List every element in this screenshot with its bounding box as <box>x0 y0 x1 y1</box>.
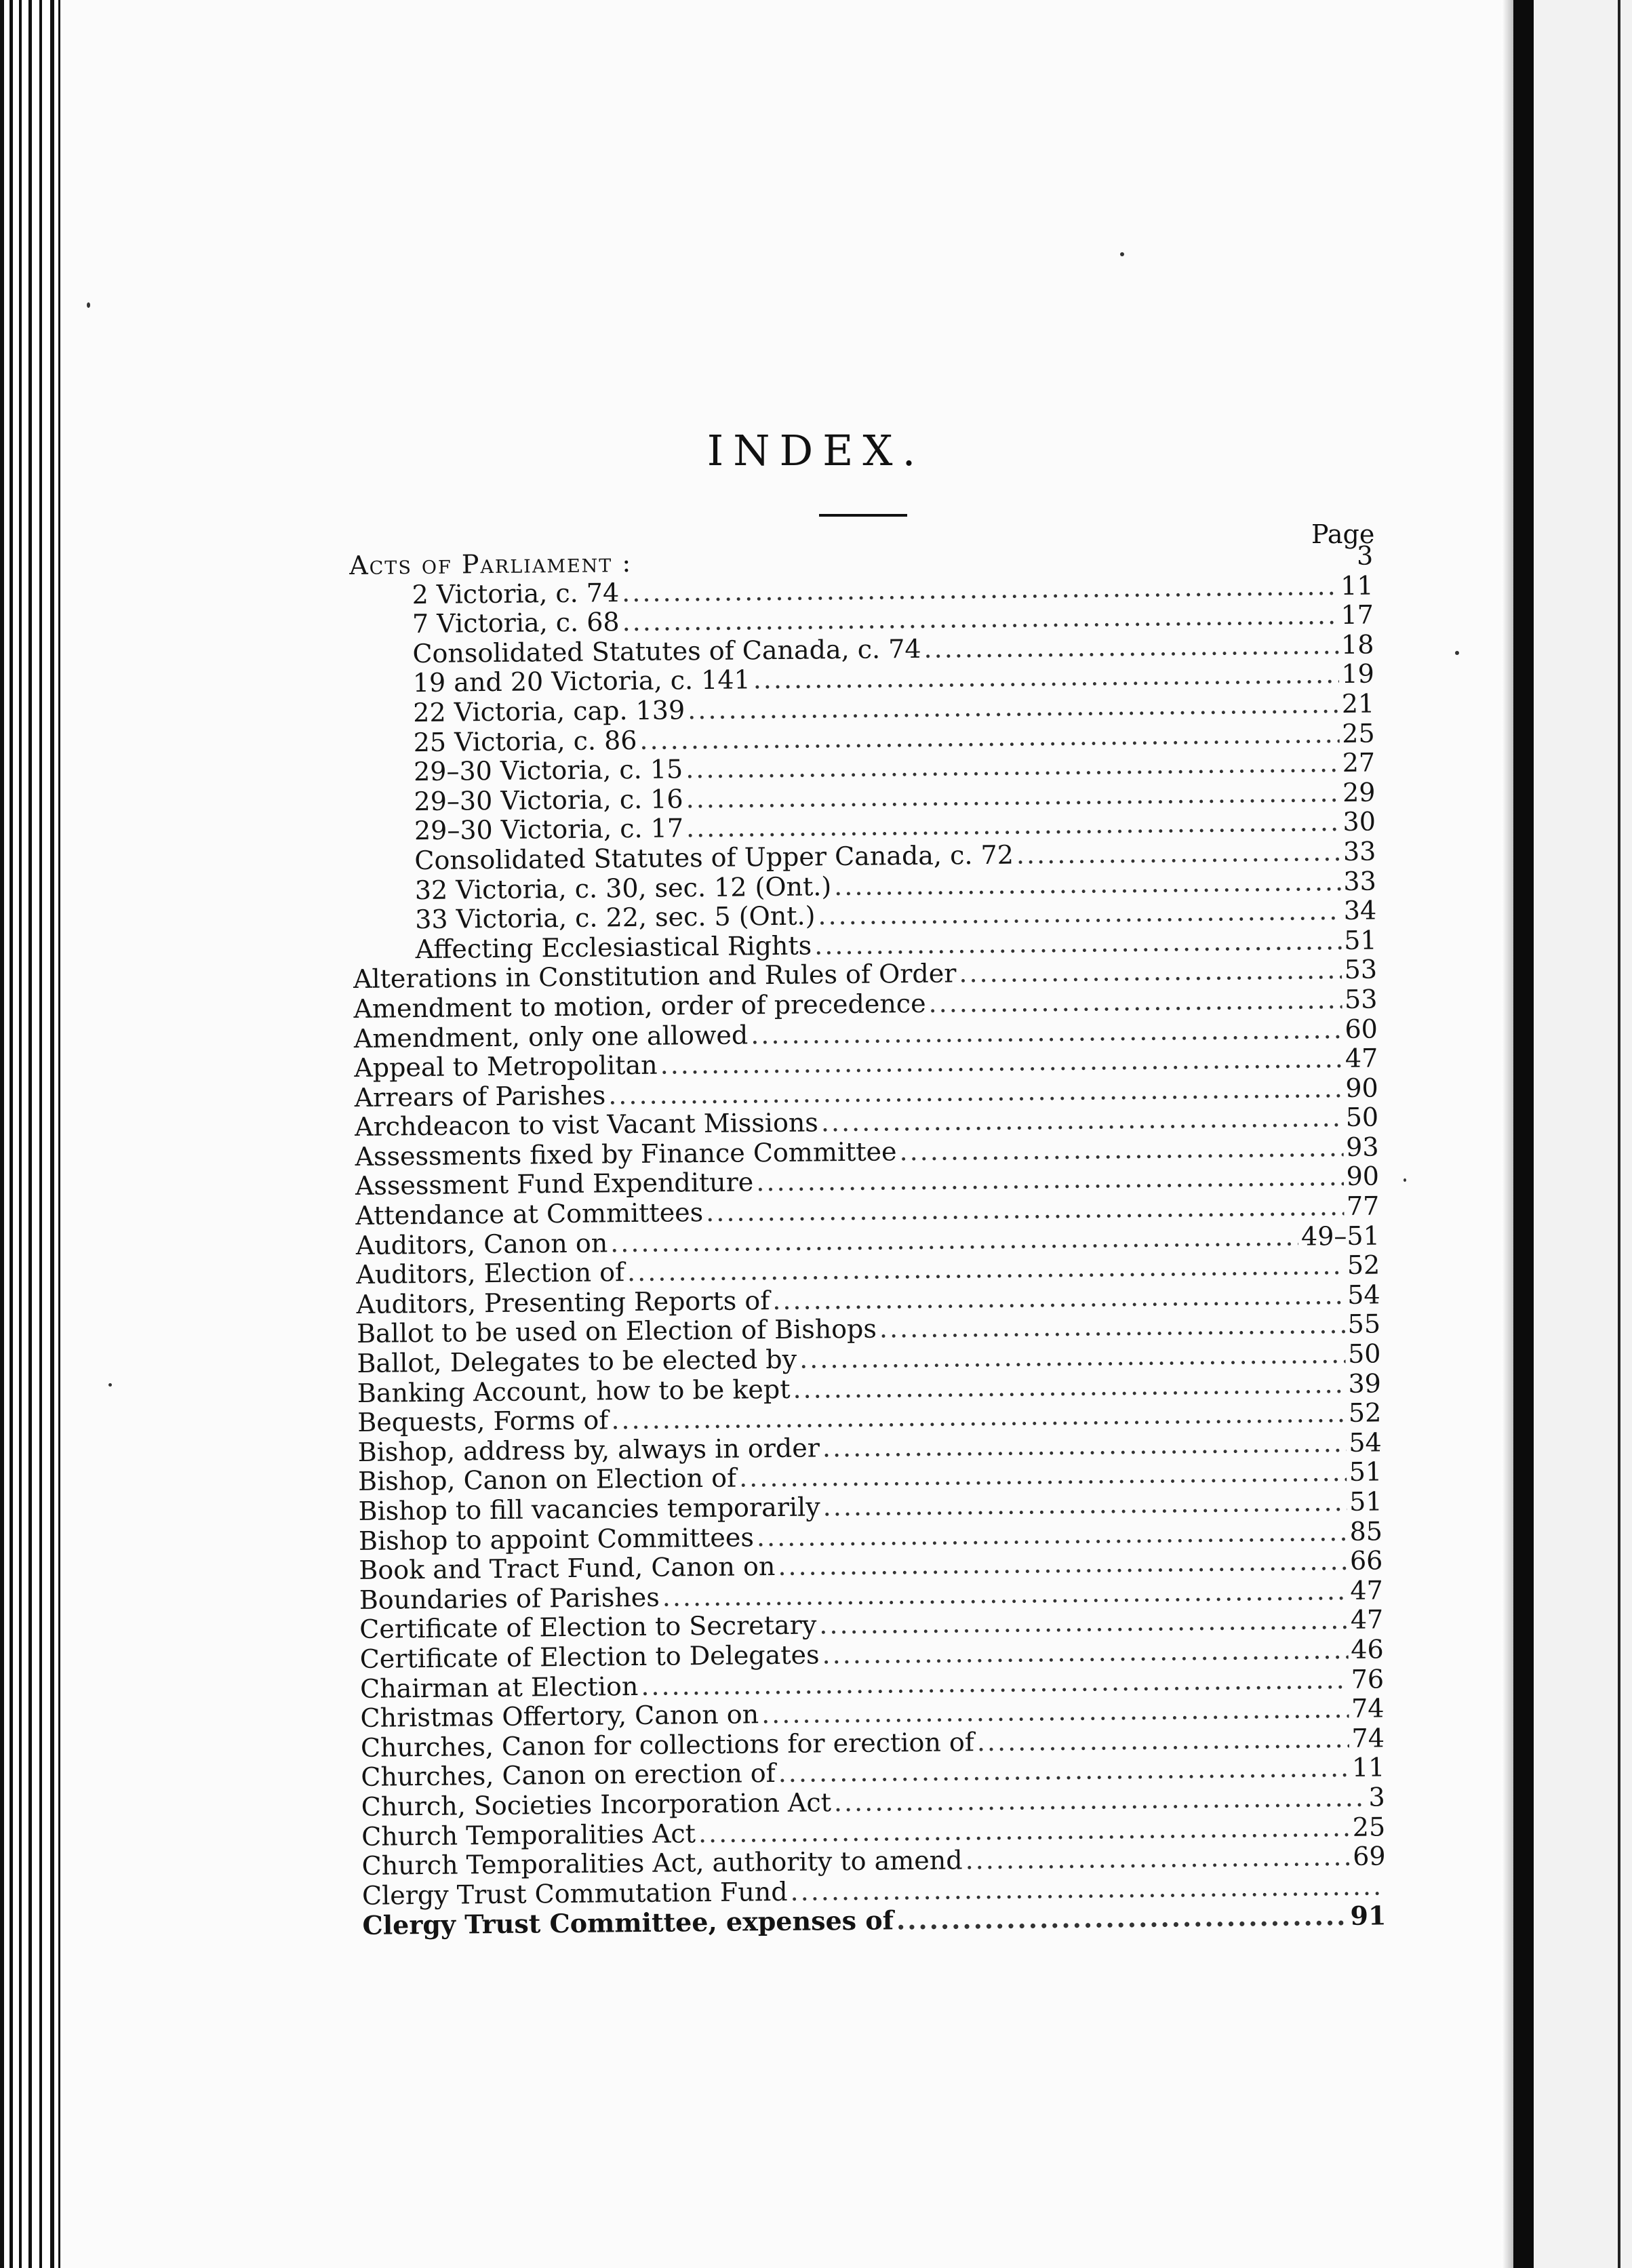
index-entry-label: Church Temporalities Act <box>361 1818 696 1852</box>
index-entry-label: Consolidated Statutes of Upper Canada, c. 72 <box>414 839 1014 876</box>
index-entry-label: Christmas Offertory, Canon on <box>360 1699 759 1734</box>
index-entry-label: Assessments fixed by Finance Committee <box>355 1136 897 1172</box>
index-list <box>349 541 1387 1940</box>
index-entry-page: 11 <box>1351 1752 1385 1783</box>
index-entry-page: 47 <box>1345 1043 1378 1074</box>
index-entry-label: 29–30 Victoria, c. 17 <box>414 813 684 846</box>
facing-page-edge <box>1618 0 1620 2268</box>
ink-speck <box>108 1383 112 1387</box>
index-entry-page: 17 <box>1340 599 1374 631</box>
index-entry-label: Bishop to appoint Committees <box>358 1521 755 1556</box>
index-entry-label: Arrears of Parishes <box>354 1080 606 1113</box>
index-entry-page: 39 <box>1348 1368 1382 1399</box>
index-entry-page: 46 <box>1351 1634 1384 1665</box>
index-entry-label: 32 Victoria, c. 30, sec. 12 (Ont.) <box>414 871 832 905</box>
leader-dots <box>818 896 1341 930</box>
page-edge-line <box>39 0 42 2268</box>
index-entry-page: 74 <box>1351 1693 1385 1724</box>
index-entry-label: Appeal to Metropolitan <box>354 1050 658 1083</box>
index-entry-label: Bishop to fill vacancies temporarily <box>358 1492 820 1526</box>
leader-dots <box>899 1132 1343 1166</box>
index-entry-page: 52 <box>1348 1397 1382 1429</box>
index-entry-label: Auditors, Election of <box>356 1257 625 1290</box>
index-entry-page: 50 <box>1345 1102 1379 1133</box>
index-entry-label: 2 Victoria, c. 74 <box>412 577 620 610</box>
index-entry-label: Certificate of Election to Secretary <box>359 1610 817 1645</box>
index-entry-page: 11 <box>1340 570 1374 601</box>
index-entry-page: 51 <box>1344 925 1377 955</box>
index-entry-page: 85 <box>1349 1516 1383 1547</box>
page-edge-line <box>58 0 60 2268</box>
index-entry-page: 3 <box>1368 1782 1385 1812</box>
index-entry-page: 30 <box>1342 806 1376 837</box>
index-entry-page: 29 <box>1342 777 1376 808</box>
ink-speck <box>1455 651 1459 655</box>
leader-dots <box>635 565 1354 572</box>
index-entry-label: Bishop, Canon on Election of <box>357 1463 737 1497</box>
leader-dots <box>977 1724 1349 1757</box>
page-edge-line <box>19 0 22 2268</box>
leader-dots <box>1016 837 1341 870</box>
index-entry-page: 49–51 <box>1300 1220 1380 1252</box>
index-entry-page: 90 <box>1345 1073 1378 1103</box>
index-entry-label: 22 Victoria, cap. 139 <box>413 695 685 728</box>
page-column-header: Page <box>1311 519 1375 549</box>
index-entry-label: Churches, Canon for collections for erection of <box>360 1726 975 1763</box>
index-entry-label: Banking Account, how to be kept <box>357 1374 791 1408</box>
index-entry-page: 77 <box>1346 1191 1380 1221</box>
ink-speck <box>87 302 90 308</box>
leader-dots <box>822 1428 1347 1463</box>
index-entry-page: 52 <box>1347 1250 1380 1281</box>
index-entry-page: 50 <box>1347 1338 1381 1369</box>
index-entry-page: 90 <box>1346 1161 1380 1192</box>
index-entry-label: Auditors, Presenting Reports of <box>356 1285 770 1319</box>
index-entry-page: 25 <box>1352 1811 1386 1842</box>
book-spine <box>1513 0 1534 2268</box>
index-entry-label: Ballot, Delegates to be elected by <box>357 1344 797 1378</box>
index-entry-label: 19 and 20 Victoria, c. 141 <box>412 664 751 698</box>
index-entry-label: Clergy Trust Committee, expenses of <box>362 1905 894 1941</box>
index-entry-page: 93 <box>1345 1132 1379 1162</box>
index-entry-page: 54 <box>1347 1279 1380 1310</box>
page-edge-line <box>9 0 13 2268</box>
index-entry-label: Church Temporalities Act, authority to amend <box>361 1845 963 1882</box>
index-entry-label: Clergy Trust Commutation Fund <box>361 1876 788 1911</box>
leader-dots <box>834 867 1341 901</box>
ink-speck <box>1404 1178 1406 1182</box>
index-entry-page: 21 <box>1341 688 1375 719</box>
page-edge-line <box>0 0 4 2268</box>
index-entry-label: Attendance at Committees <box>355 1197 704 1231</box>
index-entry-label: Chairman at Election <box>359 1671 639 1704</box>
index-entry-page: 47 <box>1350 1575 1383 1606</box>
index-entry-label: Ballot to be used on Election of Bishops <box>356 1314 877 1349</box>
index-entry-page: 34 <box>1343 895 1377 926</box>
index-entry-label: 33 Victoria, c. 22, sec. 5 (Ont.) <box>415 900 816 935</box>
page-edge-line <box>28 0 32 2268</box>
title-rule <box>819 514 907 517</box>
index-entry-label: Affecting Ecclesiastical Rights <box>415 930 812 964</box>
index-entry-page: 53 <box>1344 954 1378 985</box>
index-entry-page: 53 <box>1344 984 1378 1014</box>
index-entry-label: Alterations in Constitution and Rules of Order <box>353 958 957 995</box>
index-entry-label: Assessment Fund Expenditure <box>355 1167 754 1201</box>
index-entry-label: Bequests, Forms of <box>357 1405 609 1438</box>
index-entry-page: 27 <box>1342 747 1376 778</box>
index-entry-label: 29–30 Victoria, c. 16 <box>414 784 683 816</box>
leader-dots <box>965 1842 1350 1875</box>
index-entry-label: 25 Victoria, c. 86 <box>413 725 637 757</box>
index-entry-page: 55 <box>1347 1309 1381 1340</box>
spine-shadow <box>1502 0 1514 2268</box>
index-entry-page: 69 <box>1352 1841 1386 1872</box>
index-entry-label: Churches, Canon on erection of <box>361 1758 776 1793</box>
index-entry-page: 18 <box>1340 629 1374 660</box>
index-entry-label: Book and Tract Fund, Canon on <box>359 1551 776 1586</box>
index-entry-label: 29–30 Victoria, c. 15 <box>413 754 683 787</box>
index-entry-page: 60 <box>1345 1013 1378 1044</box>
index-entry-page: 91 <box>1350 1900 1387 1932</box>
index-entry-label: 7 Victoria, c. 68 <box>412 607 620 639</box>
index-entry-label: Auditors, Canon on <box>355 1228 608 1260</box>
index-entry-label: Consolidated Statutes of Canada, c. 74 <box>412 633 921 669</box>
index-entry-page: 47 <box>1350 1604 1384 1635</box>
leader-dots <box>821 1102 1343 1137</box>
leader-dots <box>928 984 1342 1018</box>
index-entry-page: 19 <box>1341 658 1375 690</box>
index-entry-page: 51 <box>1349 1456 1382 1488</box>
index-entry-page: 3 <box>1356 540 1374 571</box>
index-title: INDEX. <box>706 426 926 475</box>
index-entry-page: 33 <box>1343 866 1376 896</box>
leader-dots <box>879 1309 1345 1344</box>
index-entry-label: Boundaries of Parishes <box>359 1582 660 1615</box>
ink-speck <box>1120 252 1124 256</box>
index-entry-label: Bishop, address by, always in order <box>357 1433 820 1467</box>
index-entry-label: Church, Societies Incorporation Act <box>361 1787 832 1822</box>
index-entry-page: 25 <box>1342 718 1375 749</box>
index-entry-page: 54 <box>1349 1427 1382 1458</box>
index-entry-page: 76 <box>1351 1663 1385 1694</box>
leader-dots <box>923 630 1338 664</box>
index-entry-page: 74 <box>1351 1723 1385 1753</box>
index-entry-label: Archdeacon to vist Vacant Missions <box>354 1107 819 1142</box>
index-entry-label: Certificate of Election to Delegates <box>359 1639 820 1674</box>
leader-dots <box>896 1901 1348 1935</box>
index-entry-page: 33 <box>1342 836 1376 867</box>
index-entry-label: Acts of Parliament : <box>349 547 633 580</box>
index-entry-page: 51 <box>1349 1486 1382 1517</box>
page-edge-line <box>50 0 54 2268</box>
index-entry-label: Amendment to motion, order of precedence <box>353 988 926 1024</box>
leader-dots <box>959 955 1342 988</box>
index-entry-label: Amendment, only one allowed <box>353 1019 749 1054</box>
index-entry-page: 66 <box>1349 1545 1383 1576</box>
